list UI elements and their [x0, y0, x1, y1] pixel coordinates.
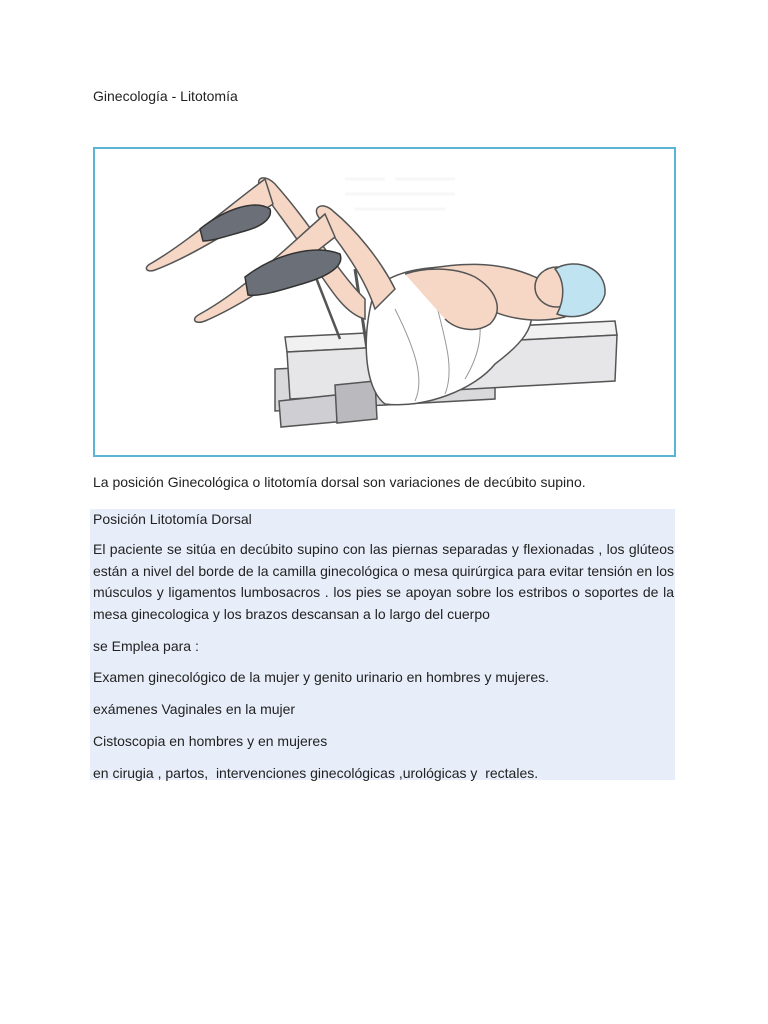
lithotomy-illustration	[93, 147, 676, 457]
lithotomy-drawing	[95, 149, 674, 455]
description-paragraph: El paciente se sitúa en decúbito supino con las piernas separadas y flexionadas , los glúteos están a nivel del borde de la camilla ginecológica o mesa quirúrgica para evitar tensión en los músculos y ligamentos lumbosacros . los pies se apoyan sobre los estribos o soportes de la mesa ginecologica y los brazos descansan a lo largo del cuerpo	[93, 541, 674, 622]
surgical-cap	[555, 264, 605, 317]
use-item: exámenes Vaginales en la mujer	[93, 701, 296, 717]
page-title: Ginecología - Litotomía	[93, 88, 238, 104]
use-item: en cirugia , partos, intervenciones ginecológicas ,urológicas y rectales.	[93, 765, 539, 781]
figure-caption: La posición Ginecológica o litotomía dorsal son variaciones de decúbito supino.	[93, 474, 586, 490]
stirrup-lower	[245, 250, 341, 295]
background-watermark	[345, 179, 455, 209]
section-heading: Posición Litotomía Dorsal	[93, 511, 252, 527]
use-item: Examen ginecológico de la mujer y genito urinario en hombres y mujeres.	[93, 669, 550, 685]
use-item: Cistoscopia en hombres y en mujeres	[93, 733, 328, 749]
stirrup-upper	[200, 205, 270, 241]
info-box	[90, 509, 675, 780]
uses-label: se Emplea para :	[93, 638, 199, 654]
